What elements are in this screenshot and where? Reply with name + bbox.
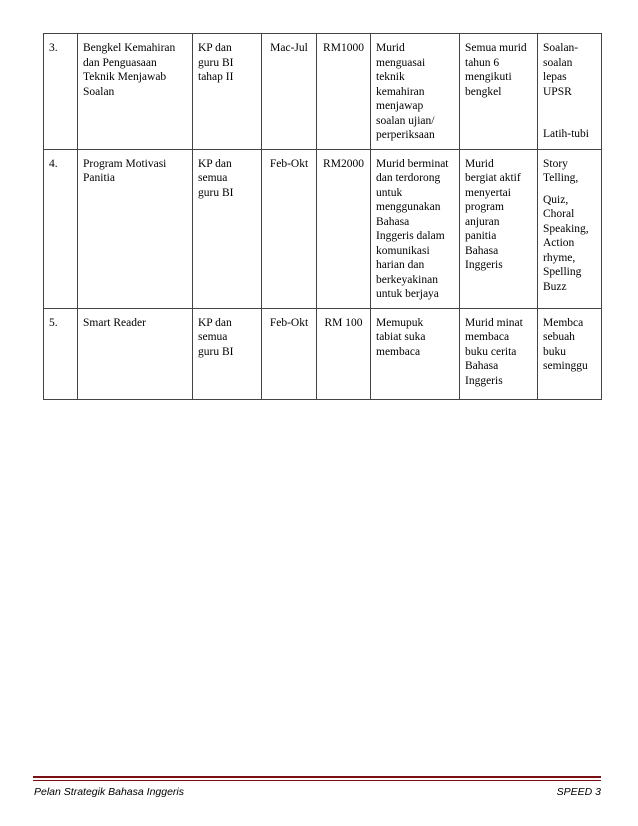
activity-item: Story Telling, — [543, 157, 579, 184]
activity-item: Membca sebuah buku seminggu — [543, 316, 588, 372]
program-name: Program Motivasi Panitia — [78, 149, 193, 308]
objective: Murid menguasai teknik kemahiran menjawap soalan ujian/ perperiksaan — [371, 34, 460, 150]
person-in-charge: KP dan semua guru BI — [193, 149, 262, 308]
person-in-charge: KP dan semua guru BI — [193, 308, 262, 399]
cost: RM1000 — [317, 34, 371, 150]
person-in-charge: KP dan guru BI tahap II — [193, 34, 262, 150]
target: Semua murid tahun 6 mengikuti bengkel — [460, 34, 538, 150]
row-number: 5. — [44, 308, 78, 399]
activities-cell — [538, 149, 602, 308]
footer-page-label: SPEED 3 — [556, 786, 601, 798]
objective: Memupuk tabiat suka membaca — [371, 308, 460, 399]
row-number: 3. — [44, 34, 78, 150]
cost: RM 100 — [317, 308, 371, 399]
row-number: 4. — [44, 149, 78, 308]
cost: RM2000 — [317, 149, 371, 308]
table-row — [44, 149, 602, 308]
program-table — [43, 33, 602, 400]
activities-cell — [538, 34, 602, 150]
program-name: Bengkel Kemahiran dan Penguasaan Teknik Menjawab Soalan — [78, 34, 193, 150]
target: Murid bergiat aktif menyertai program anjuran panitia Bahasa Inggeris — [460, 149, 538, 308]
activities-cell — [538, 308, 602, 399]
target: Murid minat membaca buku cerita Bahasa Inggeris — [460, 308, 538, 399]
activity-item: Latih-tubi — [543, 128, 589, 140]
program-name: Smart Reader — [78, 308, 193, 399]
objective: Murid berminat dan terdorong untuk menggunakan Bahasa Inggeris dalam komunikasi harian dan berkeyakinan untuk berjaya — [371, 149, 460, 308]
date-range: Feb-Okt — [262, 149, 317, 308]
date-range: Feb-Okt — [262, 308, 317, 399]
activity-item: Soalan- soalan lepas UPSR — [543, 42, 579, 98]
activity-item: Quiz, Choral Speaking, Action rhyme, Spelling Buzz — [543, 193, 589, 293]
date-range: Mac-Jul — [262, 34, 317, 150]
footer-divider-thin — [33, 780, 601, 781]
table-row — [44, 34, 602, 150]
footer-document-title: Pelan Strategik Bahasa Inggeris — [34, 786, 185, 798]
footer-divider — [33, 776, 601, 778]
table-row — [44, 308, 602, 399]
